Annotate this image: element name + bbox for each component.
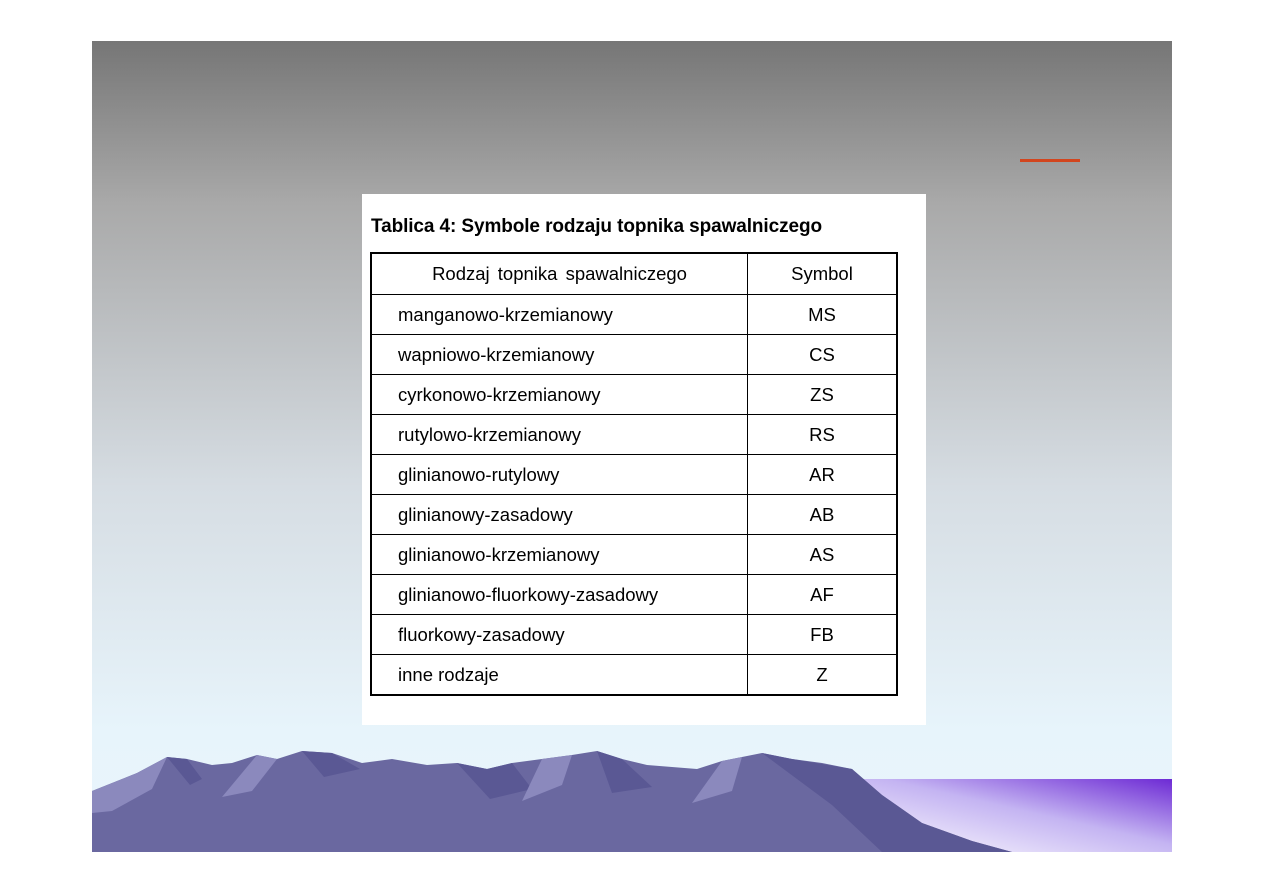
flux-type-cell: rutylowo-krzemianowy — [371, 415, 748, 455]
flux-type-cell: glinianowo-krzemianowy — [371, 535, 748, 575]
symbol-cell: AR — [748, 455, 898, 495]
slide-canvas — [92, 41, 1172, 852]
table-row — [371, 495, 897, 535]
header-flux-type: Rodzaj topnika spawalniczego — [371, 253, 748, 295]
table-title: Tablica 4: Symbole rodzaju topnika spawalniczego — [371, 216, 822, 237]
table-row — [371, 655, 897, 696]
table-row — [371, 375, 897, 415]
table-row — [371, 575, 897, 615]
symbol-cell: FB — [748, 615, 898, 655]
flux-symbols-table — [370, 252, 898, 696]
symbol-cell: Z — [748, 655, 898, 696]
table-row — [371, 295, 897, 335]
flux-type-cell: glinianowo-fluorkowy-zasadowy — [371, 575, 748, 615]
symbol-cell: AB — [748, 495, 898, 535]
table-row — [371, 455, 897, 495]
table-body — [371, 295, 897, 696]
flux-type-cell: inne rodzaje — [371, 655, 748, 696]
table-row — [371, 335, 897, 375]
flux-type-cell: manganowo-krzemianowy — [371, 295, 748, 335]
symbol-cell: CS — [748, 335, 898, 375]
header-symbol: Symbol — [748, 253, 898, 295]
flux-type-cell: wapniowo-krzemianowy — [371, 335, 748, 375]
symbol-cell: AF — [748, 575, 898, 615]
flux-type-cell: glinianowo-rutylowy — [371, 455, 748, 495]
symbol-cell: ZS — [748, 375, 898, 415]
table-row — [371, 535, 897, 575]
symbol-cell: RS — [748, 415, 898, 455]
symbol-cell: MS — [748, 295, 898, 335]
table-row — [371, 615, 897, 655]
flux-type-cell: fluorkowy-zasadowy — [371, 615, 748, 655]
symbol-cell: AS — [748, 535, 898, 575]
table-header-row — [371, 253, 897, 295]
table-image — [362, 194, 926, 725]
accent-line — [1020, 159, 1080, 162]
flux-type-cell: cyrkonowo-krzemianowy — [371, 375, 748, 415]
mountain-landscape — [92, 741, 1172, 852]
flux-type-cell: glinianowy-zasadowy — [371, 495, 748, 535]
table-row — [371, 415, 897, 455]
